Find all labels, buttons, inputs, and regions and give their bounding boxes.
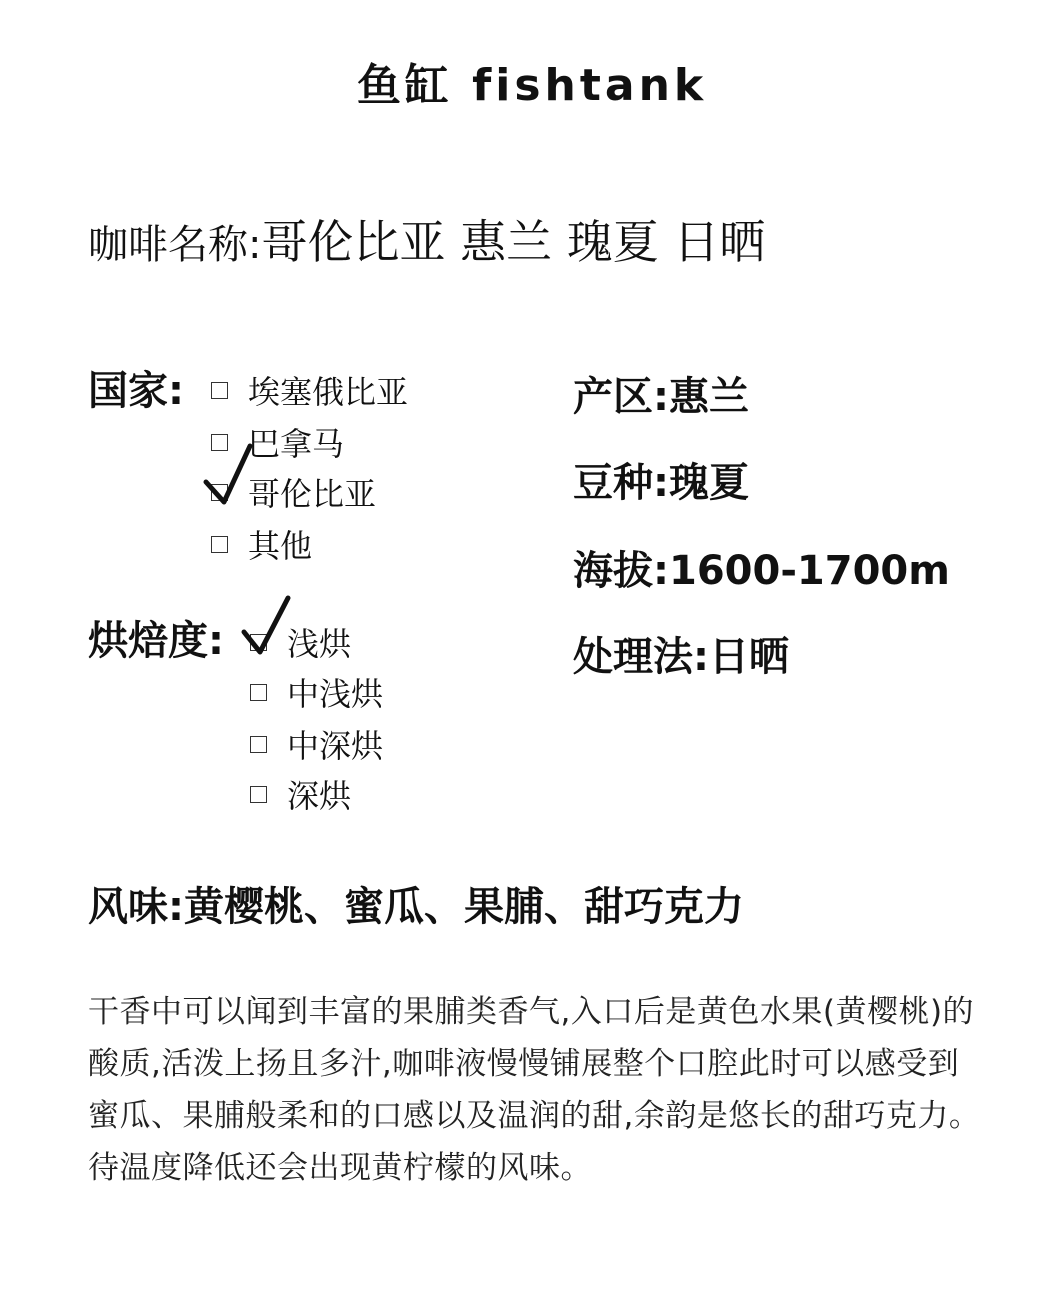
roast-option-label: 深烘 — [287, 777, 352, 815]
checkmark-icon — [200, 440, 280, 520]
country-option-label: 巴拿马 — [248, 425, 345, 463]
roast-option-label: 中浅烘 — [287, 675, 384, 713]
country-option-label: 哥伦比亚 — [248, 475, 377, 513]
roast-option-medium-light[interactable] — [250, 674, 383, 714]
flavor-notes: 风味:黄樱桃、蜜瓜、果脯、甜巧克力 — [88, 884, 744, 930]
checkbox[interactable] — [211, 536, 228, 553]
checkmark-icon — [238, 592, 318, 672]
roast-option-label: 浅烘 — [287, 625, 352, 663]
checkbox[interactable] — [211, 382, 228, 399]
process: 处理法:日晒 — [573, 634, 789, 680]
country-option-other[interactable] — [211, 526, 312, 566]
roast-option-label: 中深烘 — [287, 727, 384, 765]
checkbox[interactable] — [250, 786, 267, 803]
coffee-name — [88, 212, 765, 275]
country-option-ethiopia[interactable] — [211, 372, 408, 412]
altitude: 海拔:1600-1700m — [573, 548, 950, 594]
checkbox[interactable] — [250, 684, 267, 701]
country-label: 国家: — [88, 368, 184, 414]
region: 产区:惠兰 — [573, 374, 749, 420]
coffee-name-value: 哥伦比亚 惠兰 瑰夏 日晒 — [261, 215, 766, 269]
brand-logo: 鱼缸 fishtank — [356, 60, 708, 111]
roast-option-dark[interactable] — [250, 776, 351, 816]
country-option-label: 埃塞俄比亚 — [248, 373, 409, 411]
variety: 豆种:瑰夏 — [573, 460, 749, 506]
roast-label: 烘焙度: — [88, 618, 224, 664]
checkbox[interactable] — [250, 736, 267, 753]
coffee-name-label: 咖啡名称: — [88, 222, 262, 268]
roast-option-medium-dark[interactable] — [250, 726, 383, 766]
description: 干香中可以闻到丰富的果脯类香气,入口后是黄色水果(黄樱桃)的酸质,活泼上扬且多汁,咖啡液慢慢铺展整个口腔此时可以感受到蜜瓜、果脯般柔和的口感以及温润的甜,余韵是悠长的甜巧克力。待温度降低还会出现黄柠檬的风味。 — [88, 994, 981, 1186]
country-option-label: 其他 — [248, 527, 313, 565]
